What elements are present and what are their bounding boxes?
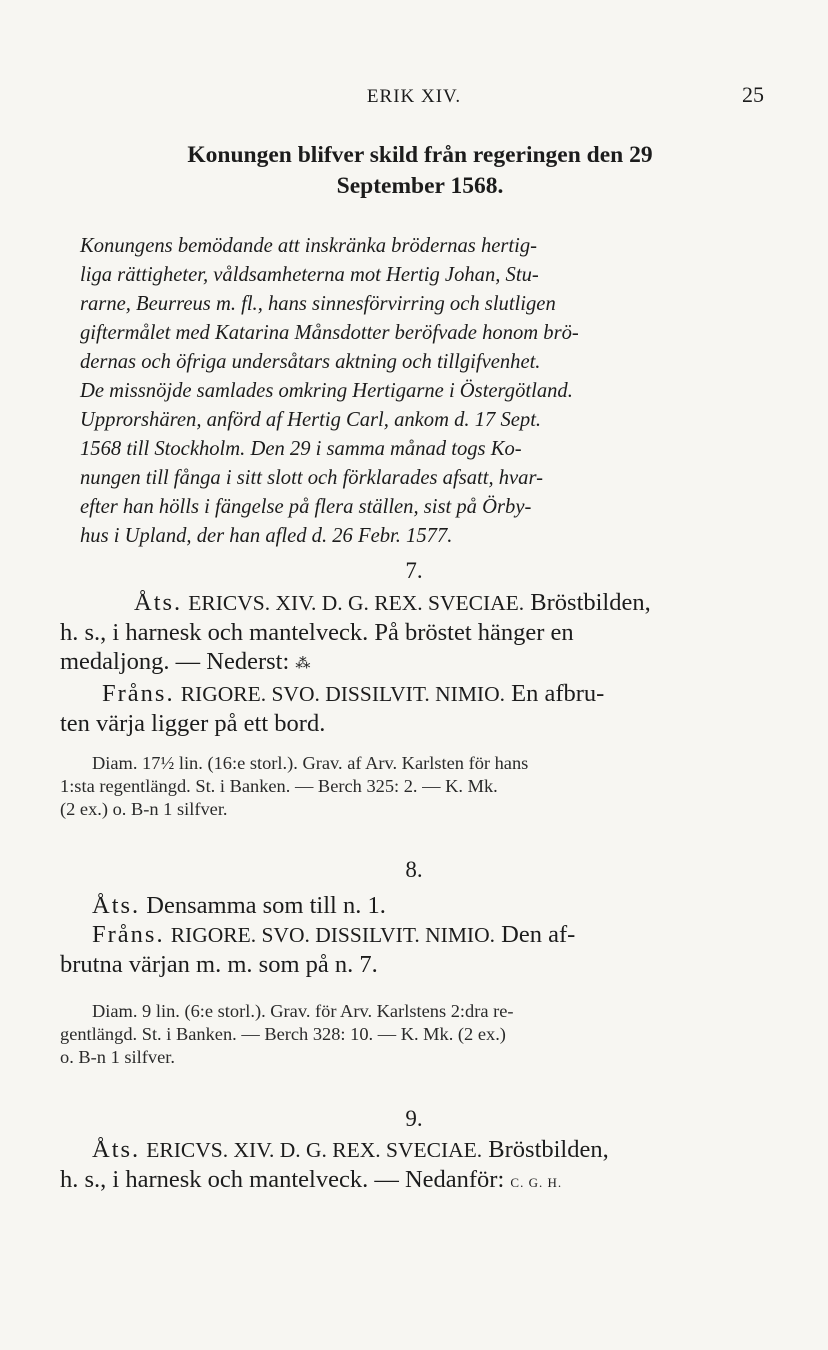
note-line: Diam. 17½ lin. (16:e storl.). Grav. af Arv. Karlsten för hans xyxy=(92,753,529,773)
obverse-text: h. s., i harnesk och mantelveck. På bröstet hänger en xyxy=(60,619,574,646)
intro-line: giftermålet med Katarina Månsdotter beröfvade honom brö- xyxy=(80,322,579,344)
reverse-text: Den af- xyxy=(501,921,576,948)
coin-7-note xyxy=(60,752,775,821)
intro-line: 1568 till Stockholm. Den 29 i samma månad togs Ko- xyxy=(80,438,522,460)
intro-line: Konungens bemödande att inskränka brödernas hertig- xyxy=(80,235,538,257)
intro-line: efter han hölls i fängelse på flera ställen, sist på Örby- xyxy=(80,496,532,518)
coin-7-description xyxy=(60,588,774,738)
coin-number: 8. xyxy=(405,857,423,882)
coin-9-description xyxy=(60,1135,775,1197)
reverse-label: Fråns. xyxy=(102,680,175,707)
page-header xyxy=(0,82,828,116)
obverse-text: Bröstbilden, xyxy=(488,1136,609,1163)
running-head: ERIK XIV. xyxy=(366,86,462,107)
obverse-label: Åts. xyxy=(134,589,183,616)
obverse-label: Åts. xyxy=(92,892,141,919)
reverse-legend: RIGORE. SVO. DISSILVIT. NIMIO. xyxy=(170,923,495,947)
reverse-text: brutna värjan m. m. som på n. 7. xyxy=(60,951,378,978)
note-line: (2 ex.) o. B-n 1 silfver. xyxy=(60,799,228,819)
coin-8-description xyxy=(60,891,775,979)
coin-number: 9. xyxy=(405,1106,423,1131)
note-line: Diam. 9 lin. (6:e storl.). Grav. för Arv. Karlstens 2:dra re- xyxy=(92,1001,514,1021)
obverse-text: Densamma som till n. 1. xyxy=(146,892,386,919)
reverse-text: En afbru- xyxy=(511,680,605,707)
coin-number: 7. xyxy=(405,558,423,583)
page-number: 25 xyxy=(742,82,764,107)
intro-line: liga rättigheter, våldsamheterna mot Hertig Johan, Stu- xyxy=(80,264,539,286)
engraver-initials: C. G. H. xyxy=(510,1175,563,1190)
intro-line: Upprorshären, anförd af Hertig Carl, ankom d. 17 Sept. xyxy=(80,409,542,431)
intro-line: dernas och öfriga undersåtars aktning och tillgifvenhet. xyxy=(80,351,541,373)
obverse-text: Bröstbilden, xyxy=(530,589,651,616)
obverse-text: h. s., i harnesk och mantelveck. — Nedanför: xyxy=(60,1166,505,1193)
note-line: gentlängd. St. i Banken. — Berch 328: 10. — K. Mk. (2 ex.) xyxy=(60,1024,506,1044)
section-title-line-1: Konungen blifver skild från regeringen den 29 xyxy=(187,142,653,168)
obverse-legend: ERICVS. XIV. D. G. REX. SVECIAE. xyxy=(146,1138,483,1162)
note-line: o. B-n 1 silfver. xyxy=(60,1047,175,1067)
reverse-text: ten värja ligger på ett bord. xyxy=(60,710,326,737)
section-title-line-2: September 1568. xyxy=(336,173,504,199)
obverse-legend: ERICVS. XIV. D. G. REX. SVECIAE. xyxy=(188,591,525,615)
intro-line: nungen till fånga i sitt slott och förklarades afsatt, hvar- xyxy=(80,467,543,489)
mint-mark: ⁂ xyxy=(295,656,311,672)
obverse-text: medaljong. — Nederst: xyxy=(60,648,290,675)
coin-8-note xyxy=(60,1000,775,1069)
obverse-label: Åts. xyxy=(92,1136,141,1163)
intro-line: rarne, Beurreus m. fl., hans sinnesförvirring och slutligen xyxy=(80,293,556,315)
section-title xyxy=(80,140,760,202)
note-line: 1:sta regentlängd. St. i Banken. — Berch 325: 2. — K. Mk. xyxy=(60,776,498,796)
intro-line: De missnöjde samlades omkring Hertigarne i Östergötland. xyxy=(80,380,573,402)
intro-line: hus i Upland, der han afled d. 26 Febr. 1577. xyxy=(80,525,453,547)
intro-paragraph xyxy=(80,232,761,551)
reverse-legend: RIGORE. SVO. DISSILVIT. NIMIO. xyxy=(180,682,505,706)
reverse-label: Fråns. xyxy=(92,921,165,948)
